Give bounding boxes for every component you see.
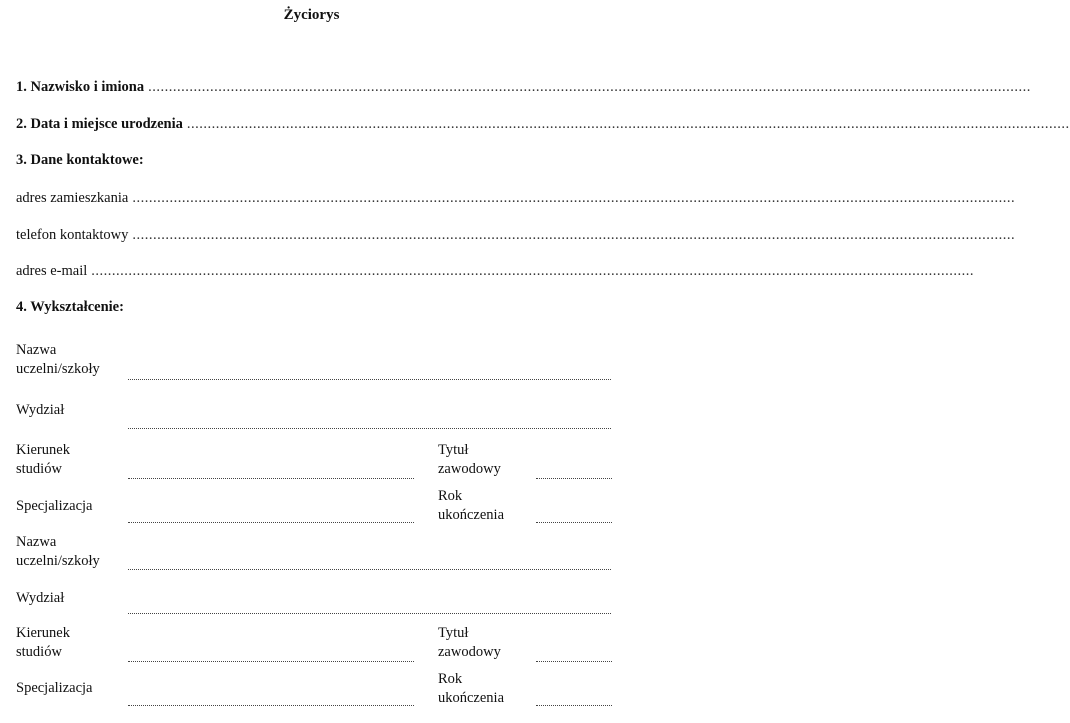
name-field[interactable]: ...................................................................................................................................................................................................................... [148,79,1031,95]
faculty-label-2: Wydział [16,590,65,606]
school-field-2[interactable] [128,569,611,570]
major-label [16,441,70,479]
address-field[interactable]: ...................................................................................................................................................................................................................... [132,190,1016,206]
year-label-line1: Rok [438,488,463,504]
title-field-2[interactable] [536,661,612,662]
title-label-2-line1: Tytuł [438,625,469,641]
faculty-label: Wydział [16,402,65,418]
email-field[interactable]: ...................................................................................................................................................................................................................... [91,263,975,279]
year-label [438,487,504,525]
document-title: Życiorys [283,7,340,23]
title-label-2-line2: zawodowy [438,644,501,660]
address-label: adres zamieszkania [16,190,129,206]
title-label-line2: zawodowy [438,461,501,477]
section-education-label: 4. Wykształcenie: [16,299,124,315]
school-label [16,341,100,379]
school-label-line1: Nazwa [16,342,57,358]
title-field[interactable] [536,478,612,479]
email-label: adres e-mail [16,263,88,279]
faculty-field[interactable] [128,428,611,429]
spec-field-2[interactable] [128,705,414,706]
spec-label: Specjalizacja [16,498,93,514]
year-label-2 [438,670,504,708]
phone-label: telefon kontaktowy [16,227,129,243]
major-field-2[interactable] [128,661,414,662]
phone-field[interactable]: ...................................................................................................................................................................................................................... [132,227,1016,243]
title-label [438,441,501,479]
school-field[interactable] [128,379,611,380]
section-contact-label: 3. Dane kontaktowe: [16,152,144,168]
major-label-line1: Kierunek [16,442,70,458]
major-label-2-line2: studiów [16,644,62,660]
section-name-label: 1. Nazwisko i imiona [16,79,145,95]
year-field[interactable] [536,522,612,523]
school-label-2 [16,533,100,571]
year-label-2-line2: ukończenia [438,690,505,706]
address-row [16,190,1016,206]
phone-row [16,227,1016,243]
major-label-line2: studiów [16,461,62,477]
year-field-2[interactable] [536,705,612,706]
birth-field[interactable]: ...................................................................................................................................................................................................................... [186,116,1070,132]
faculty-field-2[interactable] [128,613,611,614]
year-label-line2: ukończenia [438,507,505,523]
email-row [16,263,975,279]
title-label-2 [438,624,501,662]
school-label-line2: uczelni/szkoły [16,361,100,377]
spec-field[interactable] [128,522,414,523]
birth-row [16,116,1070,132]
contact-heading-row [16,153,609,168]
major-label-2-line1: Kierunek [16,625,70,641]
school-label-2-line1: Nazwa [16,534,57,550]
education-heading-row [16,300,609,315]
title-label-line1: Tytuł [438,442,469,458]
major-field[interactable] [128,478,414,479]
section-birth-label: 2. Data i miejsce urodzenia [16,116,183,132]
name-row [16,79,1031,95]
school-label-2-line2: uczelni/szkoły [16,553,100,569]
year-label-2-line1: Rok [438,671,463,687]
spec-label-2: Specjalizacja [16,680,93,696]
major-label-2 [16,624,70,662]
